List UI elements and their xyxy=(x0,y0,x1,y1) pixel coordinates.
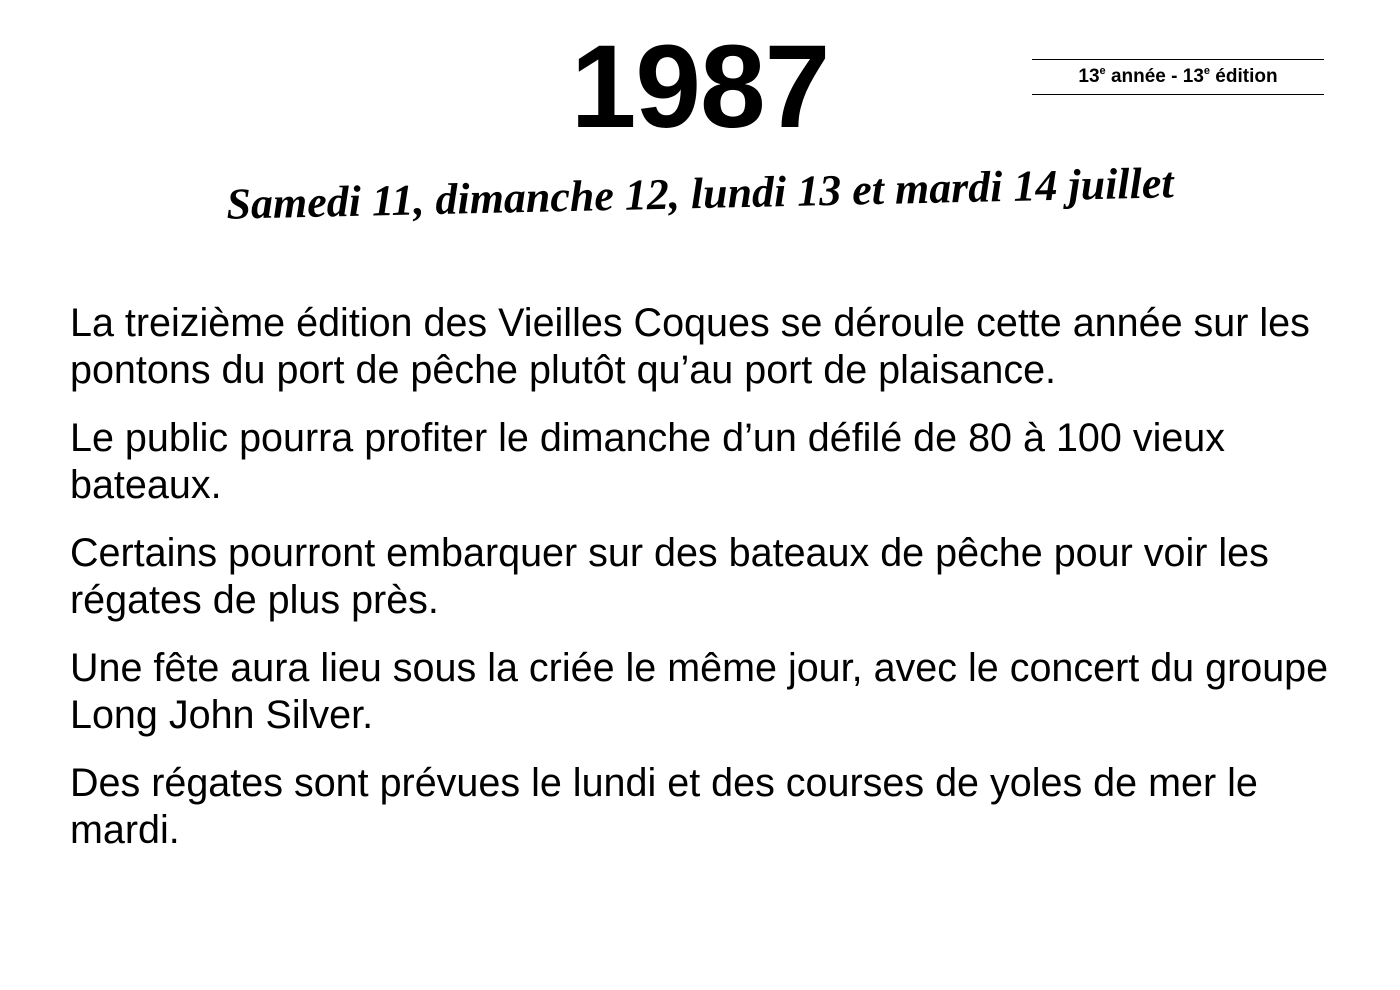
paragraph: Des régates sont prévues le lundi et des courses de yoles de mer le mardi. xyxy=(70,761,1258,852)
edition-ordinal-year: e xyxy=(1099,64,1106,77)
edition-ordinal-edition: e xyxy=(1203,64,1211,77)
edition-label-edition: édition xyxy=(1210,66,1278,87)
year-title: 1987 xyxy=(570,21,830,153)
edition-badge xyxy=(1032,59,1324,95)
paragraph: La treizième édition des Vieilles Coques se déroule cette année sur les pontons du port de pêche plutôt qu’au port de plaisance. xyxy=(70,301,1310,392)
edition-number-edition: 13 xyxy=(1182,66,1204,87)
paragraph: Certains pourront embarquer sur des bateaux de pêche pour voir les régates de plus près. xyxy=(70,531,1269,622)
article-body xyxy=(70,300,1340,875)
paragraph: Une fête aura lieu sous la criée le même jour, avec le concert du groupe Long John Silver. xyxy=(70,646,1329,737)
edition-label-year: année - xyxy=(1105,66,1183,87)
event-dates: Samedi 11, dimanche 12, lundi 13 et mardi 14 juillet xyxy=(225,158,1175,229)
edition-number-year: 13 xyxy=(1078,66,1100,87)
paragraph: Le public pourra profiter le dimanche d’un défilé de 80 à 100 vieux bateaux. xyxy=(70,416,1226,507)
